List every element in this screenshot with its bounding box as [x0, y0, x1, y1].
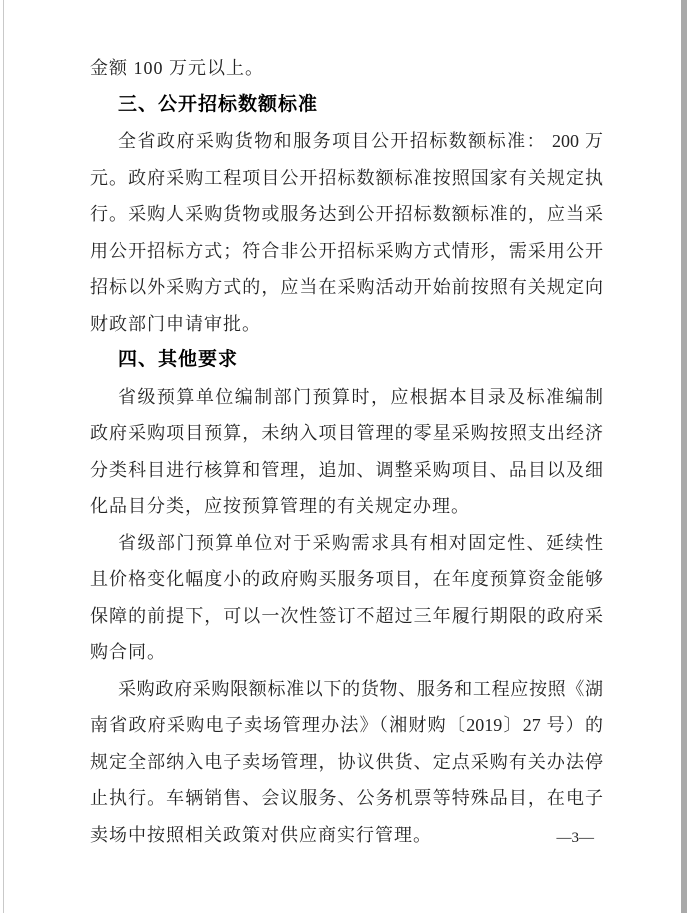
text-line: 用公开招标方式；符合非公开招标采购方式情形，需采用公开 [90, 240, 603, 261]
text-line: 分类科目进行核算和管理，追加、调整采购项目、品目以及细 [90, 459, 603, 480]
text-line: 元。政府采购工程项目公开招标数额标准按照国家有关规定执 [90, 167, 603, 188]
section-heading: 三、公开招标数额标准 [118, 93, 319, 115]
text-line: 采购政府采购限额标准以下的货物、服务和工程应按照《湖 [118, 678, 603, 699]
text-line: 政府采购项目预算，未纳入项目管理的零星采购按照支出经济 [90, 423, 603, 443]
text-line: 全省政府采购货物和服务项目公开招标数额标准： 200 万 [118, 131, 603, 151]
text-line: 化品目分类，应按预算管理的有关规定办理。 [90, 496, 470, 516]
text-line: 省级部门预算单位对于采购需求具有相对固定性、延续性 [118, 532, 603, 553]
document-content [90, 50, 603, 853]
text-line: 止执行。车辆销售、会议服务、公务机票等特殊品目，在电子 [90, 788, 603, 808]
text-line: 规定全部纳入电子卖场管理，协议供货、定点采购有关办法停 [90, 751, 603, 772]
page-left-edge-line [3, 0, 4, 913]
section-heading: 四、其他要求 [118, 349, 239, 370]
document-lines [90, 50, 603, 853]
text-line: 招标以外采购方式的，应当在采购活动开始前按照有关规定向 [90, 277, 603, 297]
text-line: 财政部门申请审批。 [90, 313, 261, 334]
text-line: 金额 100 万元以上。 [90, 58, 264, 78]
text-line: 省级预算单位编制部门预算时，应根据本目录及标准编制 [118, 386, 603, 407]
text-line: 保障的前提下，可以一次性签订不超过三年履行期限的政府采 [90, 605, 603, 626]
scrollbar[interactable] [681, 0, 687, 913]
text-line: 购合同。 [90, 642, 166, 662]
page-number: —3— [556, 830, 594, 846]
text-line: 且价格变化幅度小的政府购买服务项目，在年度预算资金能够 [90, 569, 603, 589]
text-line: 行。采购人采购货物或服务达到公开招标数额标准的，应当采 [90, 204, 603, 224]
text-line: 南省政府采购电子卖场管理办法》（湘财购〔2019〕27 号）的 [90, 715, 603, 735]
text-line: 卖场中按照相关政策对供应商实行管理。 [90, 824, 432, 845]
